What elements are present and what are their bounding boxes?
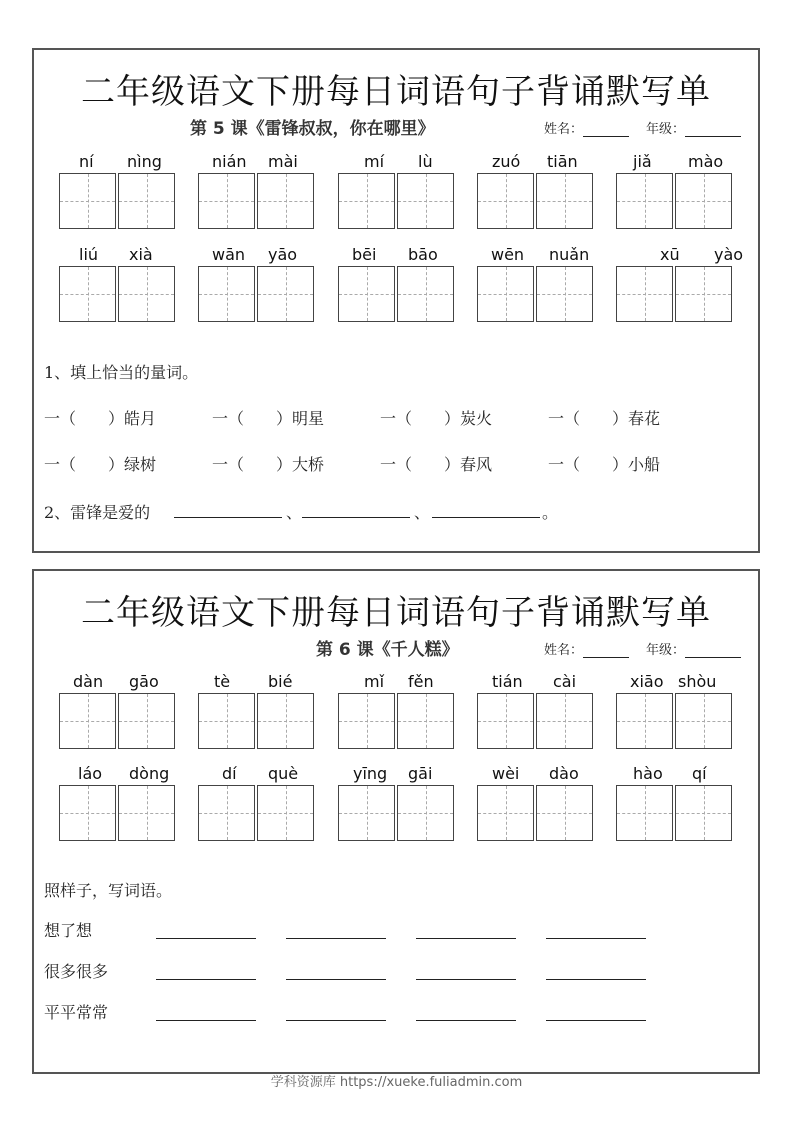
pinyin-2: shòu: [678, 672, 717, 691]
lesson-title: 第 6 课《千人糕》: [316, 640, 459, 660]
question-1: 1、填上恰当的量词。: [44, 363, 199, 382]
writing-box[interactable]: [397, 173, 454, 229]
pinyin-2: nìng: [127, 152, 162, 171]
measure-word-item[interactable]: 一（ ）春花: [548, 409, 661, 428]
name-blank[interactable]: [583, 122, 629, 137]
name-label: 姓名：: [544, 643, 584, 658]
writing-box[interactable]: [198, 785, 255, 841]
pinyin-2: yào: [714, 245, 744, 264]
answer-line[interactable]: [546, 978, 646, 980]
pinyin-2: bāo: [408, 245, 438, 264]
grade-field: [646, 118, 741, 137]
writing-box[interactable]: [59, 266, 116, 322]
writing-box[interactable]: [198, 173, 255, 229]
tianzige-pair: [198, 173, 317, 231]
writing-box[interactable]: [536, 173, 593, 229]
footer-watermark: 学科资源库 https://xueke.fuliadmin.com: [270, 1075, 523, 1090]
writing-box[interactable]: [616, 785, 673, 841]
question-2: 2、雷锋是爱的: [44, 503, 151, 522]
pinyin-1: dí: [222, 764, 237, 783]
pinyin-1: jiǎ: [633, 152, 652, 171]
writing-box[interactable]: [477, 693, 534, 749]
tianzige-pair: [616, 693, 735, 751]
sheet-title: 二年级语文下册每日词语句子背诵默写单: [81, 593, 711, 633]
example-word: 很多很多: [44, 962, 109, 981]
tianzige-pair: [59, 693, 178, 751]
tianzige-pair: [477, 173, 596, 231]
writing-box[interactable]: [675, 693, 732, 749]
name-blank[interactable]: [583, 643, 629, 658]
separator: 、: [286, 503, 303, 522]
tianzige-pair: [198, 693, 317, 751]
pinyin-2: cài: [553, 672, 577, 691]
writing-box[interactable]: [59, 785, 116, 841]
pinyin-1: tián: [492, 672, 523, 691]
writing-box[interactable]: [257, 173, 314, 229]
pinyin-1: zuó: [492, 152, 521, 171]
writing-box[interactable]: [616, 266, 673, 322]
measure-word-item[interactable]: 一（ ）明星: [212, 409, 325, 428]
writing-box[interactable]: [59, 173, 116, 229]
pinyin-2: yāo: [268, 245, 298, 264]
pinyin-1: láo: [78, 764, 103, 783]
answer-line[interactable]: [156, 1019, 256, 1021]
answer-line[interactable]: [174, 516, 282, 518]
tianzige-pair: [477, 785, 596, 843]
pinyin-1: wèi: [492, 764, 520, 783]
writing-box[interactable]: [257, 785, 314, 841]
writing-box[interactable]: [257, 266, 314, 322]
grade-label: 年级：: [646, 643, 686, 658]
pinyin-1: yīng: [353, 764, 388, 783]
pinyin-1: wān: [212, 245, 246, 264]
sheet-title: 二年级语文下册每日词语句子背诵默写单: [81, 72, 711, 112]
period: 。: [542, 503, 559, 522]
tianzige-pair: [338, 266, 457, 324]
writing-box[interactable]: [536, 266, 593, 322]
separator: 、: [414, 503, 431, 522]
pinyin-1: hào: [633, 764, 663, 783]
pinyin-2: bié: [268, 672, 293, 691]
writing-box[interactable]: [338, 266, 395, 322]
pinyin-1: wēn: [491, 245, 525, 264]
writing-box[interactable]: [477, 785, 534, 841]
writing-box[interactable]: [616, 173, 673, 229]
pinyin-2: dòng: [129, 764, 170, 783]
pinyin-2: xià: [129, 245, 153, 264]
writing-box[interactable]: [477, 266, 534, 322]
answer-line[interactable]: [156, 937, 256, 939]
tianzige-pair: [616, 173, 735, 231]
measure-word-item[interactable]: 一（ ）绿树: [44, 455, 157, 474]
answer-line[interactable]: [432, 516, 540, 518]
tianzige-pair: [338, 693, 457, 751]
writing-box[interactable]: [397, 785, 454, 841]
pinyin-1: mǐ: [364, 672, 385, 691]
writing-box[interactable]: [198, 693, 255, 749]
answer-line[interactable]: [546, 1019, 646, 1021]
pinyin-2: qí: [692, 764, 707, 783]
answer-line[interactable]: [286, 1019, 386, 1021]
answer-line[interactable]: [302, 516, 410, 518]
pinyin-1: mí: [364, 152, 385, 171]
grade-blank[interactable]: [685, 643, 741, 658]
pinyin-2: gāo: [129, 672, 159, 691]
writing-box[interactable]: [118, 693, 175, 749]
tianzige-pair: [59, 785, 178, 843]
tianzige-pair: [477, 693, 596, 751]
answer-line[interactable]: [286, 978, 386, 980]
writing-box[interactable]: [397, 266, 454, 322]
name-field: [544, 118, 629, 137]
writing-box[interactable]: [59, 693, 116, 749]
grade-field: [646, 639, 741, 658]
answer-line[interactable]: [416, 1019, 516, 1021]
tianzige-pair: [616, 266, 735, 324]
grade-blank[interactable]: [685, 122, 741, 137]
tianzige-pair: [59, 266, 178, 324]
writing-box[interactable]: [257, 693, 314, 749]
tianzige-pair: [198, 785, 317, 843]
writing-box[interactable]: [536, 693, 593, 749]
writing-box[interactable]: [675, 173, 732, 229]
pinyin-1: nián: [212, 152, 247, 171]
writing-box[interactable]: [477, 173, 534, 229]
pinyin-1: xiāo: [630, 672, 664, 691]
pinyin-1: ní: [79, 152, 94, 171]
tianzige-pair: [616, 785, 735, 843]
writing-box[interactable]: [536, 785, 593, 841]
answer-line[interactable]: [286, 937, 386, 939]
answer-line[interactable]: [416, 978, 516, 980]
example-word: 想了想: [44, 921, 93, 940]
writing-box[interactable]: [675, 785, 732, 841]
example-word: 平平常常: [44, 1003, 109, 1022]
measure-word-item[interactable]: 一（ ）皓月: [44, 409, 157, 428]
answer-line[interactable]: [416, 937, 516, 939]
pinyin-2: què: [268, 764, 299, 783]
answer-line[interactable]: [546, 937, 646, 939]
tianzige-pair: [59, 173, 178, 231]
pinyin-2: lù: [418, 152, 433, 171]
tianzige-pair: [477, 266, 596, 324]
tianzige-pair: [338, 785, 457, 843]
worksheet-lesson-5: [32, 48, 760, 553]
measure-word-item[interactable]: 一（ ）春风: [380, 455, 493, 474]
pinyin-1: dàn: [73, 672, 104, 691]
writing-box[interactable]: [338, 693, 395, 749]
writing-box[interactable]: [118, 266, 175, 322]
pinyin-2: dào: [549, 764, 579, 783]
pinyin-1: xū: [660, 245, 680, 264]
pinyin-1: bēi: [352, 245, 377, 264]
tianzige-pair: [198, 266, 317, 324]
writing-box[interactable]: [198, 266, 255, 322]
pinyin-2: fěn: [408, 672, 434, 691]
measure-word-item[interactable]: 一（ ）小船: [548, 455, 661, 474]
grade-label: 年级：: [646, 122, 686, 137]
writing-box[interactable]: [118, 785, 175, 841]
name-label: 姓名：: [544, 122, 584, 137]
pinyin-2: gāi: [408, 764, 433, 783]
worksheet-lesson-6: [32, 569, 760, 1074]
writing-box[interactable]: [675, 266, 732, 322]
pinyin-2: mài: [268, 152, 298, 171]
answer-line[interactable]: [156, 978, 256, 980]
tianzige-pair: [338, 173, 457, 231]
writing-box[interactable]: [118, 173, 175, 229]
pinyin-1: tè: [214, 672, 231, 691]
question-1: 照样子，写词语。: [44, 881, 173, 900]
writing-box[interactable]: [338, 173, 395, 229]
pinyin-2: tiān: [547, 152, 578, 171]
pinyin-2: nuǎn: [549, 245, 590, 264]
measure-word-item[interactable]: 一（ ）炭火: [380, 409, 493, 428]
lesson-title: 第 5 课《雷锋叔叔，你在哪里》: [190, 119, 435, 139]
pinyin-1: liú: [79, 245, 99, 264]
writing-box[interactable]: [338, 785, 395, 841]
name-field: [544, 639, 629, 658]
writing-box[interactable]: [616, 693, 673, 749]
measure-word-item[interactable]: 一（ ）大桥: [212, 455, 325, 474]
writing-box[interactable]: [397, 693, 454, 749]
pinyin-2: mào: [688, 152, 724, 171]
